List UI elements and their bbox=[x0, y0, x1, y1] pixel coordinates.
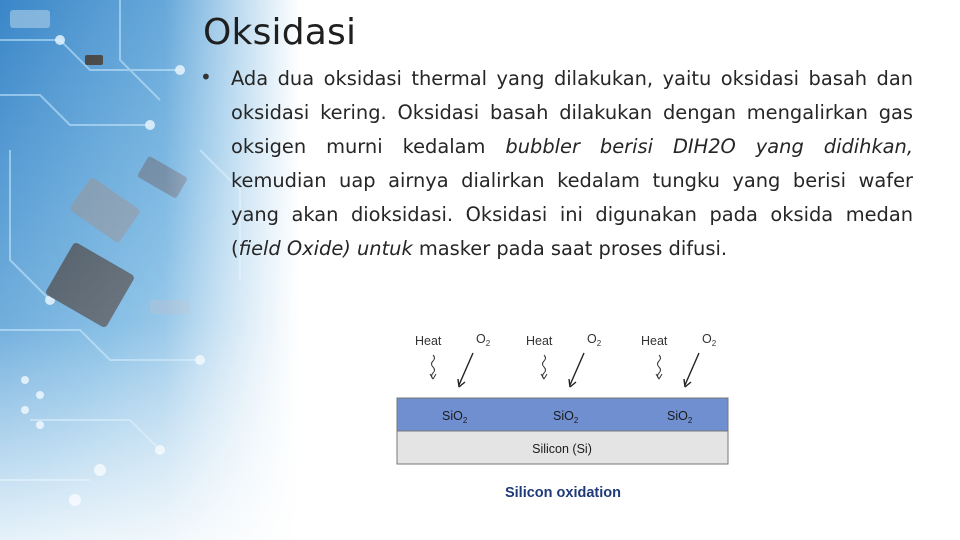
text-span: masker pada saat proses difusi. bbox=[412, 237, 728, 260]
heat-wave-icon bbox=[658, 355, 661, 379]
heat-label: Heat bbox=[415, 334, 442, 348]
slide-title: Oksidasi bbox=[203, 12, 357, 53]
oxide-label: SiO$_2$ bbox=[553, 409, 579, 425]
body-paragraph bbox=[231, 62, 913, 266]
heat-o2-group-2 bbox=[526, 332, 602, 387]
bullet-point bbox=[200, 62, 913, 266]
text-span: Ada dua oksidasi thermal yang dilakukan, yaitu oksidasi basah dan oksidasi kering. Oksidasi basah dilakukan dengan mengalirkan gas oksigen murni kedalam bbox=[231, 67, 913, 158]
heat-wave-icon bbox=[543, 355, 546, 379]
heat-wave-icon bbox=[432, 355, 435, 379]
text-span: kemudian uap airnya dialirkan kedalam tungku yang berisi wafer yang akan dioksidasi. Oksidasi ini digunakan pada oksida medan ( bbox=[231, 169, 913, 260]
italic-span: field Oxide) bbox=[238, 237, 351, 260]
heat-o2-group-1 bbox=[415, 332, 491, 387]
heat-label: Heat bbox=[641, 334, 668, 348]
o2-arrow-icon bbox=[570, 353, 584, 385]
oxide-label: SiO$_2$ bbox=[442, 409, 468, 425]
o2-label: $O_2$ bbox=[587, 332, 602, 348]
o2-arrow-icon bbox=[685, 353, 699, 385]
silicon-label: Silicon (Si) bbox=[532, 442, 592, 456]
italic-span: untuk bbox=[357, 237, 413, 260]
heat-o2-group-3 bbox=[641, 332, 717, 387]
bullet-icon: • bbox=[200, 65, 212, 89]
oxidation-diagram bbox=[395, 325, 730, 510]
o2-label: $O_2$ bbox=[702, 332, 717, 348]
o2-label: $O_2$ bbox=[476, 332, 491, 348]
oxide-label: SiO$_2$ bbox=[667, 409, 693, 425]
italic-span: bubbler berisi DIH2O yang didihkan, bbox=[505, 135, 914, 158]
figure-caption: Silicon oxidation bbox=[504, 485, 622, 501]
o2-arrow-icon bbox=[459, 353, 473, 385]
heat-label: Heat bbox=[526, 334, 553, 348]
